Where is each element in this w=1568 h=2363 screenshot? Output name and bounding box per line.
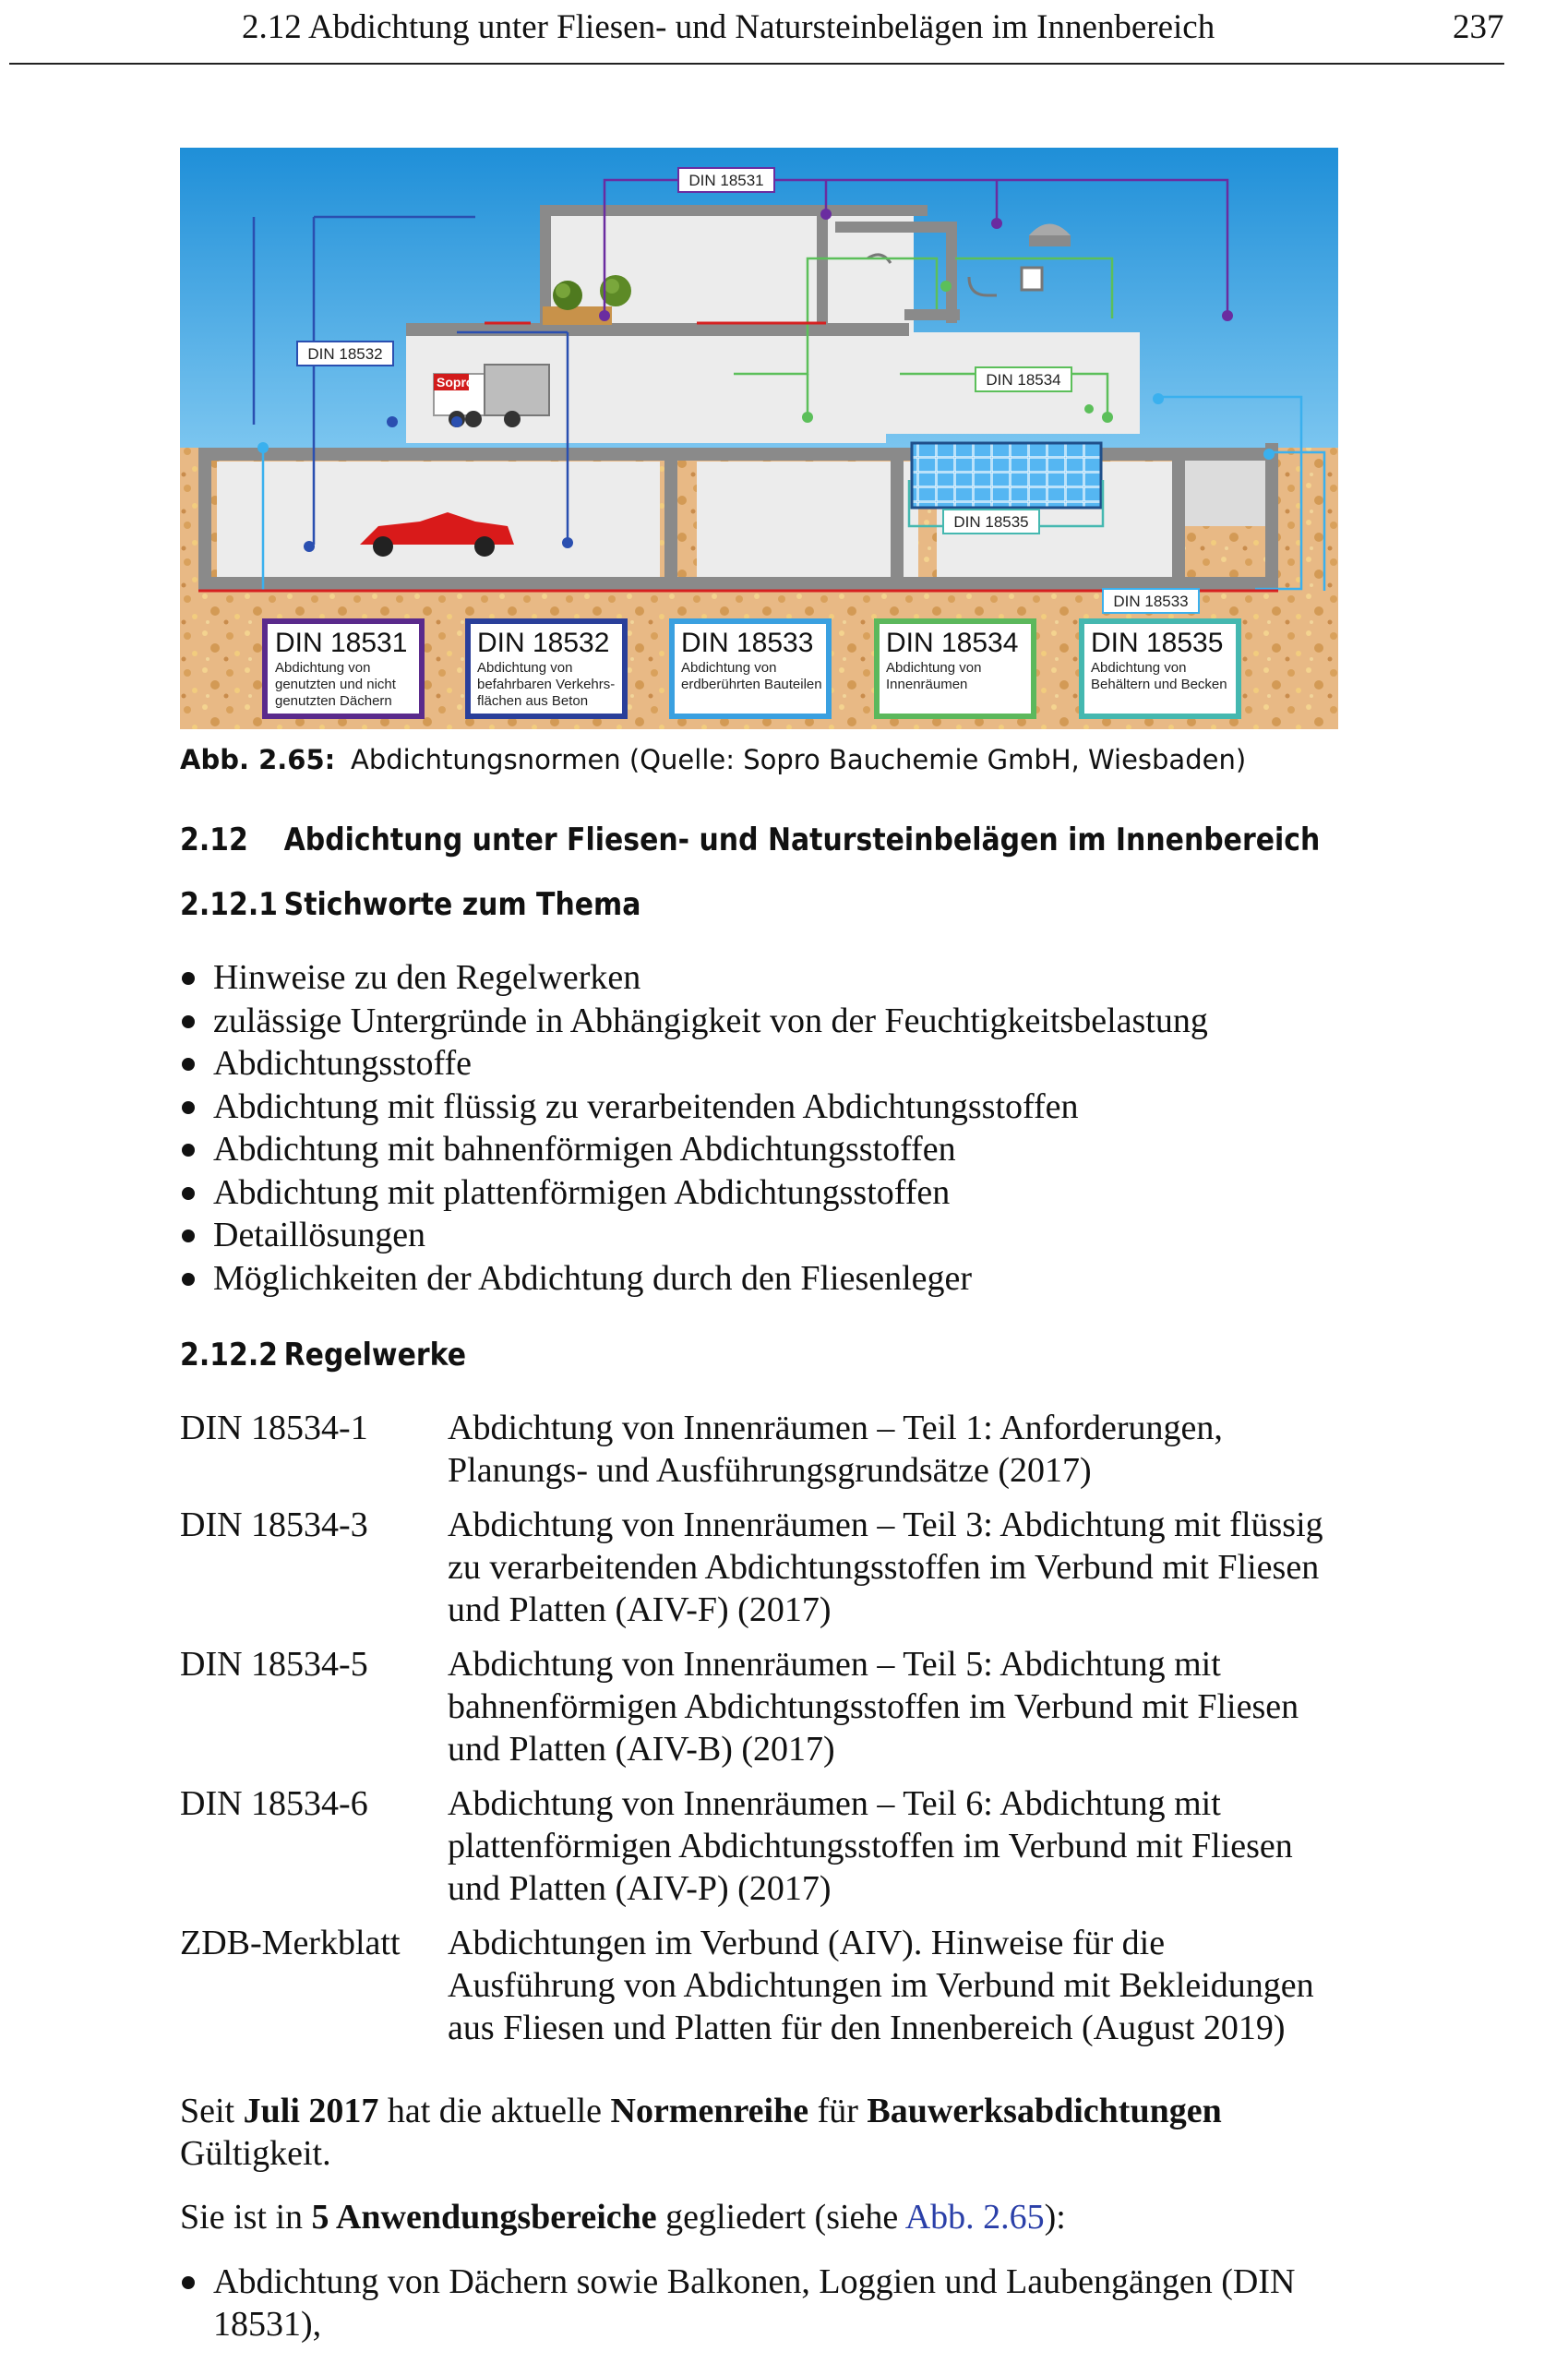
regulation-row <box>180 1922 1380 2049</box>
regulation-description: Abdichtung von Innenräumen – Teil 1: Anforderungen, Planungs- und Ausführungsgrundsätze (2017) <box>448 1409 1223 1490</box>
regulation-code: DIN 18534-1 <box>180 1409 368 1447</box>
text-run: hat die aktuelle <box>378 2092 611 2130</box>
svg-text:genutzten und nicht: genutzten und nicht <box>275 677 396 692</box>
svg-text:Behältern und Becken: Behältern und Becken <box>1091 677 1227 692</box>
subsection-number: 2.12.2 <box>180 1337 279 1373</box>
keyword-list <box>180 956 1380 1300</box>
svg-text:Abdichtung von: Abdichtung von <box>886 660 982 676</box>
svg-text:Innenräumen: Innenräumen <box>886 677 968 692</box>
legend-din18533 <box>672 621 829 716</box>
regulation-row <box>180 1643 1380 1770</box>
regulation-description: Abdichtungen im Verbund (AIV). Hinweise für die Ausführung von Abdichtungen im Verbund mit Bekleidungen aus Fliesen und Platten für den Innenbereich (August 2019) <box>448 1924 1314 2047</box>
caption-text: Abdichtungsnormen (Quelle: Sopro Bauchemie GmbH, Wiesbaden) <box>351 744 1247 775</box>
subsection-heading-keywords <box>180 886 640 923</box>
section-title: Abdichtung unter Fliesen- und Natursteinbelägen im Innenbereich <box>283 822 1321 858</box>
svg-text:DIN 18532: DIN 18532 <box>307 345 383 363</box>
section-heading <box>180 822 1320 858</box>
running-head <box>0 0 1568 66</box>
regulation-code: DIN 18534-6 <box>180 1784 368 1823</box>
subsection-title: Stichworte zum Thema <box>283 886 641 923</box>
list-item: Abdichtungsstoffe <box>180 1042 1380 1086</box>
regulation-description: Abdichtung von Innenräumen – Teil 5: Abdichtung mit bahnenförmigen Abdichtungsstoffen im Verbund mit Fliesen und Platten (AIV-B) (2017) <box>448 1645 1299 1769</box>
legend-din18535 <box>1082 621 1239 716</box>
regulation-row <box>180 1407 1380 1492</box>
svg-text:Abdichtung von: Abdichtung von <box>477 660 573 676</box>
svg-text:DIN 18531: DIN 18531 <box>688 172 764 189</box>
legend-din18531 <box>265 621 422 716</box>
regulation-row <box>180 1782 1380 1910</box>
bold-run: 5 Anwendungsbereiche <box>311 2198 657 2237</box>
section-number: 2.12 <box>180 822 248 858</box>
text-run: Gültigkeit. <box>180 2134 331 2173</box>
figure-reference-link[interactable]: Abb. 2.65 <box>904 2198 1045 2237</box>
list-item: Abdichtung mit plattenförmigen Abdichtungsstoffen <box>180 1171 1380 1215</box>
figure-waterproofing-standards <box>180 148 1338 729</box>
paragraph-scope <box>180 2196 1380 2238</box>
svg-text:DIN 18533: DIN 18533 <box>681 628 814 658</box>
svg-text:DIN 18535: DIN 18535 <box>953 513 1029 531</box>
svg-text:DIN 18535: DIN 18535 <box>1091 628 1224 658</box>
regulation-row <box>180 1504 1380 1631</box>
text-run: gegliedert (siehe <box>656 2198 905 2237</box>
figure-caption <box>180 744 1246 775</box>
svg-text:DIN 18532: DIN 18532 <box>477 628 610 658</box>
regulation-code: ZDB-Merkblatt <box>180 1924 401 1962</box>
legend-din18532 <box>468 621 625 716</box>
svg-text:DIN 18531: DIN 18531 <box>275 628 408 658</box>
regulation-description: Abdichtung von Innenräumen – Teil 6: Abdichtung mit plattenförmigen Abdichtungsstoffen im Verbund mit Fliesen und Platten (AIV-P) (2017) <box>448 1784 1293 1908</box>
svg-text:DIN 18534: DIN 18534 <box>886 628 1019 658</box>
text-run: für <box>808 2092 868 2130</box>
list-item: Detaillösungen <box>180 1214 1380 1257</box>
svg-text:Abdichtung von: Abdichtung von <box>1091 660 1187 676</box>
subsection-number: 2.12.1 <box>180 886 279 923</box>
svg-text:DIN 18534: DIN 18534 <box>986 371 1061 389</box>
regulations-list <box>180 1407 1380 2061</box>
caption-label: Abb. 2.65: <box>180 744 336 775</box>
callout-din18534 <box>976 367 1071 391</box>
svg-text:erdberührten Bauteilen: erdberührten Bauteilen <box>681 677 822 692</box>
bold-run: Bauwerksabdichtungen <box>867 2092 1222 2130</box>
list-item: zulässige Untergründe in Abhängigkeit von der Feuchtigkeitsbelastung <box>180 1000 1380 1043</box>
callout-din18535 <box>943 510 1039 534</box>
paragraph-validity <box>180 2090 1380 2175</box>
subsection-heading-regulations <box>180 1337 466 1373</box>
callout-din18532 <box>297 342 393 366</box>
running-head-title: 2.12 Abdichtung unter Fliesen- und Natursteinbelägen im Innenbereich <box>242 8 1215 46</box>
text-run: Seit <box>180 2092 244 2130</box>
regulation-code: DIN 18534-3 <box>180 1505 368 1544</box>
text-run: Sie ist in <box>180 2198 312 2237</box>
svg-text:genutzten Dächern: genutzten Dächern <box>275 693 392 709</box>
header-rule <box>9 63 1504 65</box>
list-item: Möglichkeiten der Abdichtung durch den Fliesenleger <box>180 1257 1380 1301</box>
list-item: Hinweise zu den Regelwerken <box>180 956 1380 1000</box>
text-run: ): <box>1044 2198 1066 2237</box>
callout-din18533 <box>1103 589 1199 613</box>
bold-run: Normenreihe <box>610 2092 809 2130</box>
callout-din18531 <box>678 168 774 192</box>
legend-din18534 <box>877 621 1034 716</box>
svg-text:flächen aus Beton: flächen aus Beton <box>477 693 589 709</box>
list-item: Abdichtung mit bahnenförmigen Abdichtungsstoffen <box>180 1128 1380 1171</box>
svg-text:DIN 18533: DIN 18533 <box>1113 593 1189 610</box>
list-item: Abdichtung mit flüssig zu verarbeitenden Abdichtungsstoffen <box>180 1086 1380 1129</box>
page-number: 237 <box>1453 8 1504 46</box>
svg-text:Abdichtung von: Abdichtung von <box>275 660 371 676</box>
scope-list <box>180 2261 1380 2345</box>
svg-text:befahrbaren Verkehrs-: befahrbaren Verkehrs- <box>477 677 616 692</box>
regulation-code: DIN 18534-5 <box>180 1645 368 1684</box>
truck-brand-label: Sopro <box>437 375 474 390</box>
svg-text:Abdichtung von: Abdichtung von <box>681 660 777 676</box>
pool-icon <box>912 443 1101 508</box>
regulation-description: Abdichtung von Innenräumen – Teil 3: Abdichtung mit flüssig zu verarbeitenden Abdichtungsstoffen im Verbund mit Fliesen und Platten (AIV-F) (2017) <box>448 1505 1323 1629</box>
list-item: Abdichtung von Dächern sowie Balkonen, Loggien und Laubengängen (DIN 18531), <box>180 2261 1380 2345</box>
subsection-title: Regelwerke <box>283 1337 467 1373</box>
bold-run: Juli 2017 <box>243 2092 379 2130</box>
